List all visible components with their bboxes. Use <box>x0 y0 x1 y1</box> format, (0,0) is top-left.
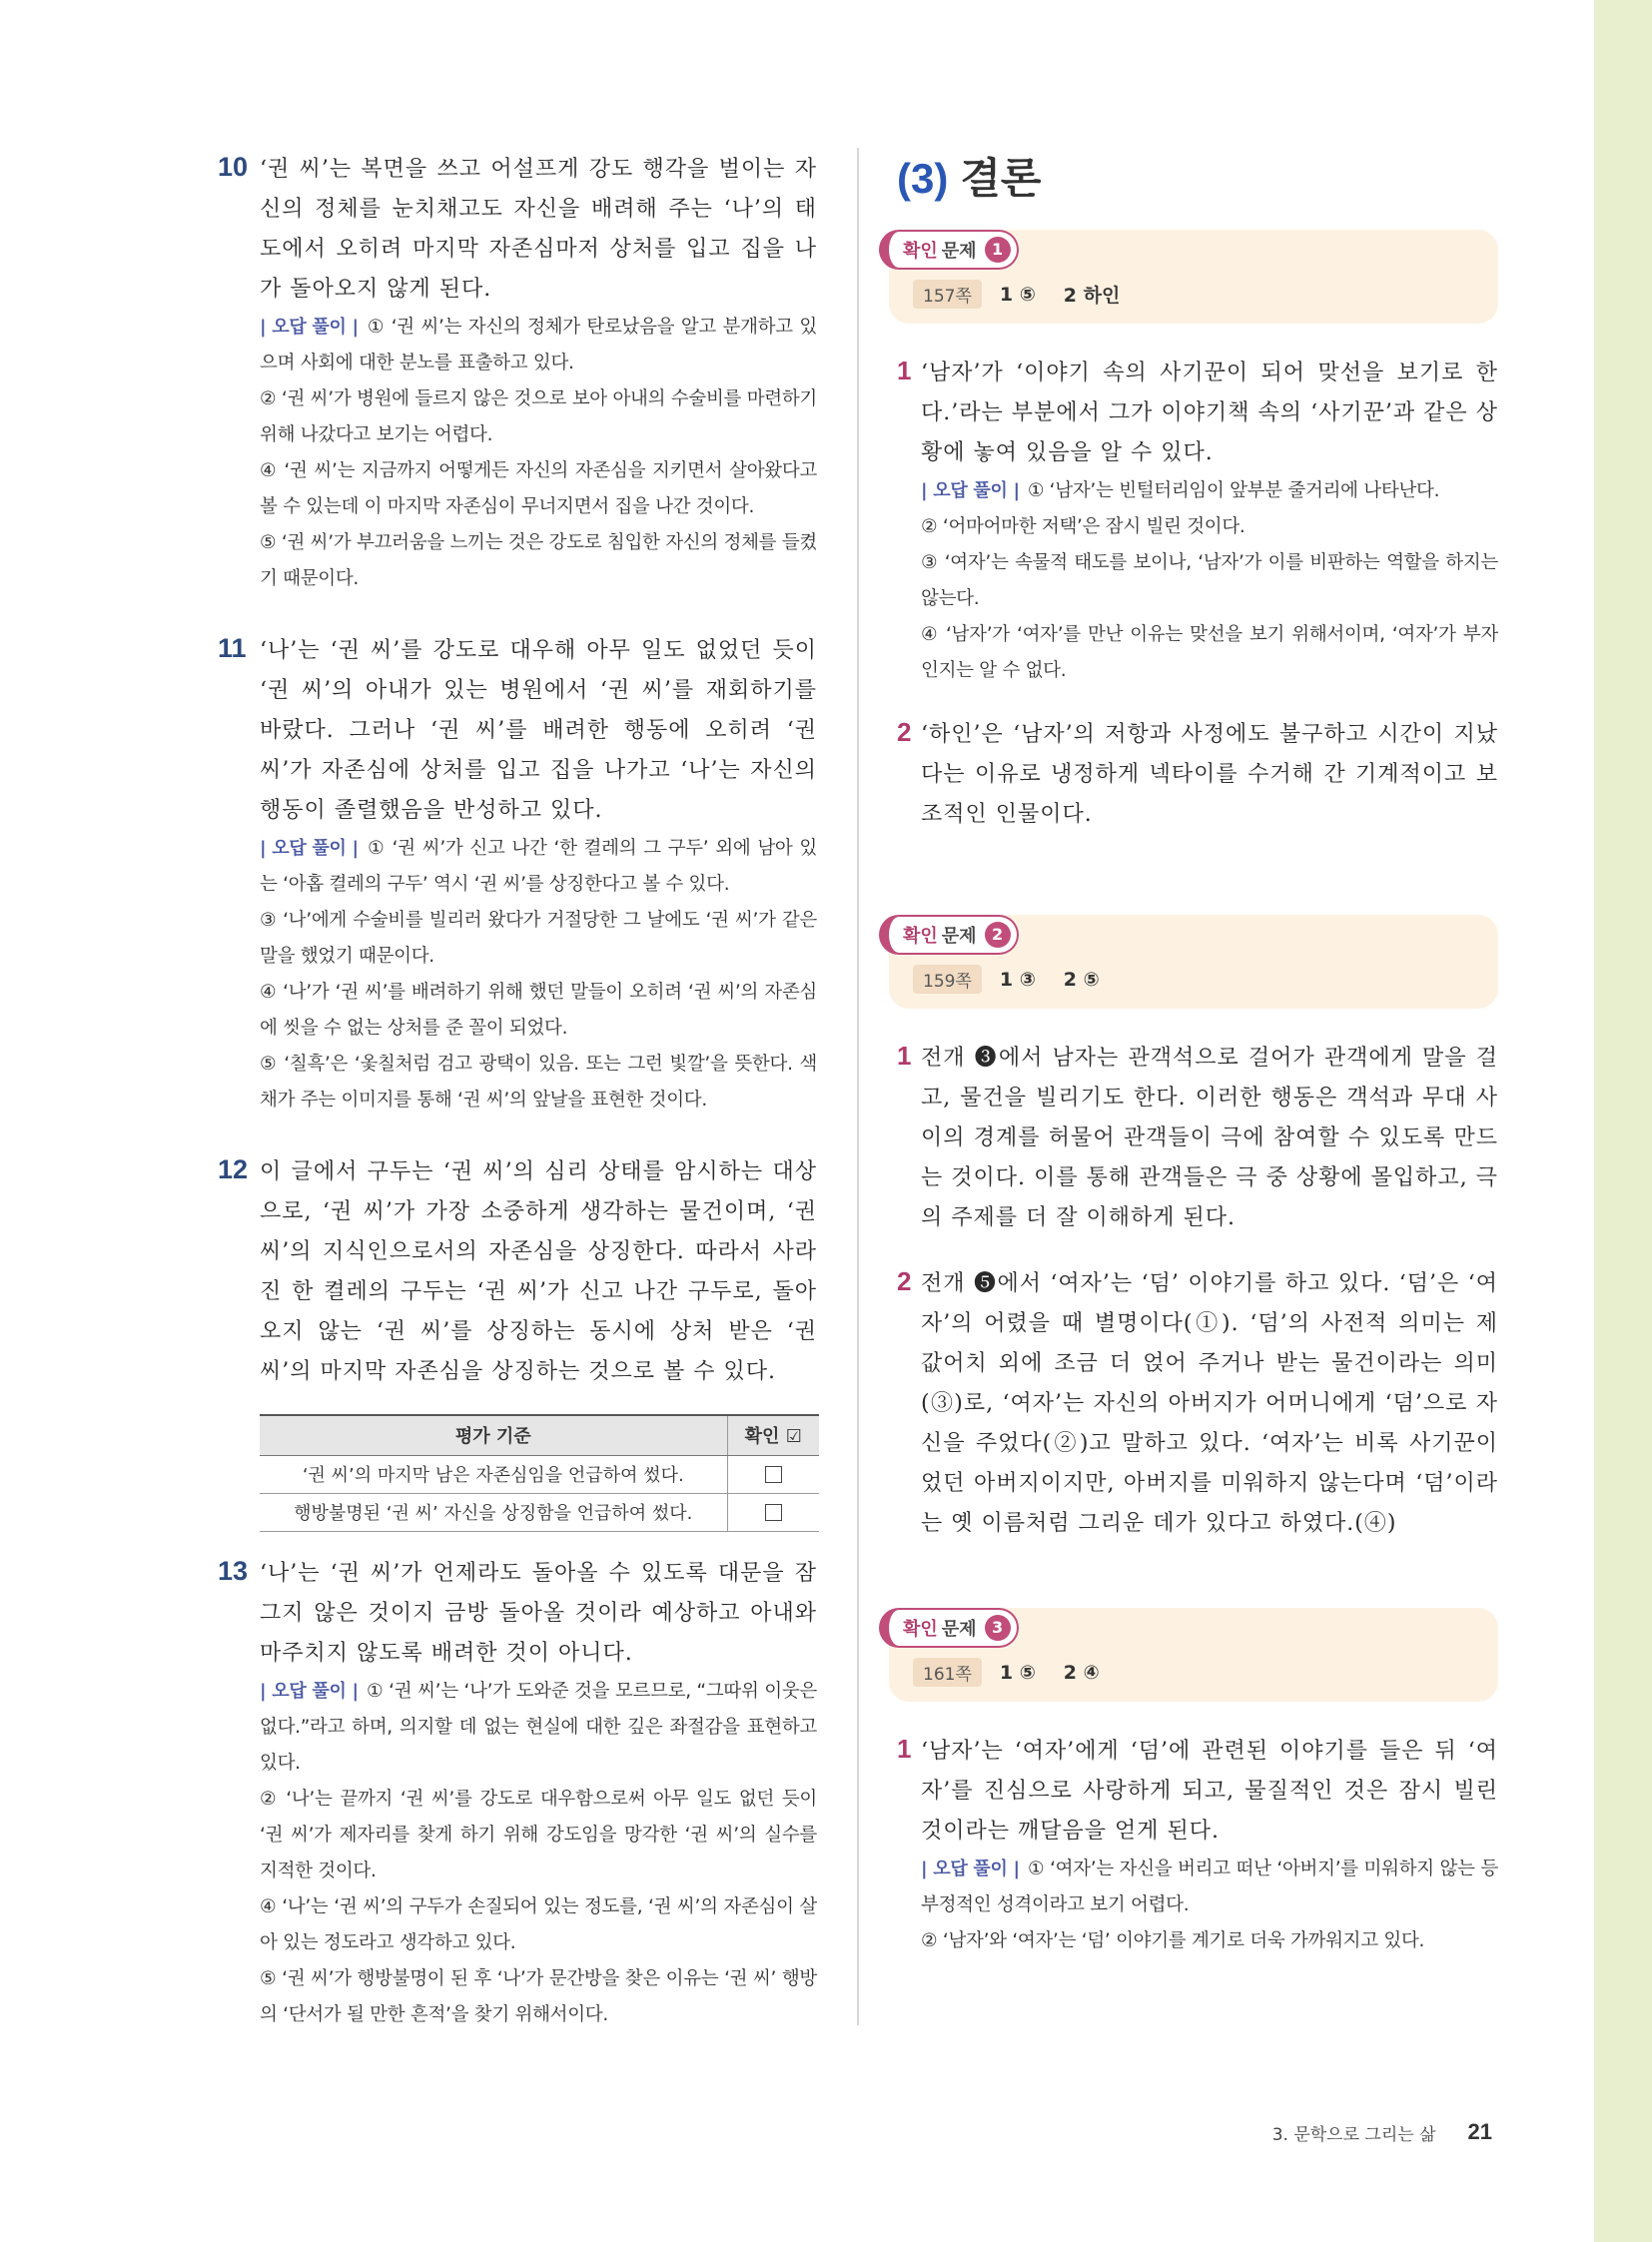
answer-13 <box>218 1554 817 2033</box>
check-problem-2 <box>879 915 1498 1009</box>
answer-text: ‘남자’가 ‘이야기 속의 사기꾼이 되어 맞선을 보기로 한다.’라는 부분에서 그가 이야기책 속의 ‘사기꾼’과 같은 상황에 놓여 있음을 알 수 있다. <box>921 361 1498 465</box>
page-footer <box>1272 2119 1492 2145</box>
chapter-title: 3. 문학으로 그리는 삶 <box>1271 2124 1436 2145</box>
answer-12 <box>218 1152 817 1392</box>
check-header: 확인 ☑ <box>727 1415 819 1455</box>
explanation-line: | 오답 풀이 | ① ‘남자’는 빈털터리임이 앞부분 줄거리에 나타난다. <box>921 473 1498 509</box>
table-row <box>260 1455 819 1493</box>
check-number-badge: 2 <box>985 922 1011 948</box>
checkbox[interactable] <box>765 1504 782 1521</box>
explanation-line: ⑤ ‘권 씨’가 부끄러움을 느끼는 것은 강도로 침입한 자신의 정체를 들켰기 때문이다. <box>260 532 817 589</box>
answer: 2 ⑤ <box>1063 968 1100 991</box>
explanation-tag: | 오답 풀이 | <box>260 1680 359 1702</box>
explanation-line: ④ ‘남자’가 ‘여자’를 만난 이유는 맞선을 보기 위해서이며, ‘여자’가 부자인지는 알 수 없다. <box>921 624 1498 681</box>
explanation-line: ⑤ ‘권 씨’가 행방불명이 된 후 ‘나’가 문간방을 찾은 이유는 ‘권 씨’ 행방의 ‘단서가 될 만한 흔적’을 찾기 위해서이다. <box>260 1967 817 2025</box>
evaluation-table <box>260 1414 819 1532</box>
check2-answer-1 <box>879 1039 1498 1238</box>
check-problem-1 <box>879 230 1498 324</box>
answer-text: 이 글에서 구두는 ‘권 씨’의 심리 상태를 암시하는 대상으로, ‘권 씨’가 가장 소중하게 생각하는 물건이며, ‘권 씨’의 지식인으로서의 자존심을 상징한다. 따라서 사라진 한 켤레의 구두는 ‘권 씨’가 신고 나간 구두로, 돌아오지 않는 ‘권 씨’를 상징하는 동시에 상처 받은 ‘권 씨’의 마지막 자존심을 상징하는 것으로 볼 수 있다. <box>260 1159 817 1384</box>
answer-key <box>913 280 1148 309</box>
question-number: 12 <box>218 1154 249 1184</box>
explanation-line: ② ‘어마어마한 저택’은 잠시 빌린 것이다. <box>921 516 1245 537</box>
check-tab: 확인 문제 1 <box>879 230 1019 270</box>
checkbox[interactable] <box>765 1466 782 1483</box>
explanation-tag: | 오답 풀이 | <box>260 317 359 338</box>
explanation-line: | 오답 풀이 | ① ‘권 씨’는 ‘나’가 도와준 것을 모르므로, “그따위 이웃은 없다.”라고 하며, 의지할 데 없는 현실에 대한 깊은 좌절감을 표현하고 있다. <box>260 1674 817 1782</box>
check-tab: 확인 문제 2 <box>879 915 1019 955</box>
page-reference: 159쪽 <box>913 965 982 994</box>
answer-key <box>913 965 1128 994</box>
check3-answer-1 <box>879 1732 1498 1959</box>
answer-11 <box>218 631 817 1119</box>
question-number: 10 <box>218 152 249 182</box>
side-color-bar <box>1594 0 1652 2242</box>
explanation-line: | 오답 풀이 | ① ‘권 씨’는 자신의 정체가 탄로났음을 알고 분개하고 있으며 사회에 대한 분노를 표출하고 있다. <box>260 310 817 381</box>
explanation-tag: | 오답 풀이 | <box>921 480 1020 501</box>
page-reference: 157쪽 <box>913 280 982 309</box>
answer-key <box>913 1658 1128 1687</box>
explanation-line: ⑤ ‘칠흑’은 ‘옻칠처럼 검고 광택이 있음. 또는 그런 빛깔’을 뜻한다. 색채가 주는 이미지를 통해 ‘권 씨’의 앞날을 표현한 것이다. <box>260 1054 817 1111</box>
explanation-line: ③ ‘여자’는 속물적 태도를 보이나, ‘남자’가 이를 비판하는 역할을 하지는 않는다. <box>921 552 1498 609</box>
answer-text: 전개 ❸에서 남자는 관객석으로 걸어가 관객에게 말을 걸고, 물건을 빌리기도 한다. 이러한 행동은 객석과 무대 사이의 경계를 허물어 관객들이 극에 참여할 수 있도록 만드는 것이다. 이를 통해 관객들은 극 중 상황에 몰입하고, 극의 주제를 더 잘 이해하게 된다. <box>921 1046 1498 1230</box>
explanation-tag: | 오답 풀이 | <box>921 1859 1020 1879</box>
check2-answer-2 <box>879 1264 1498 1544</box>
section-title-text: 결론 <box>960 155 1042 202</box>
answer-text: ‘권 씨’는 복면을 쓰고 어설프게 강도 행각을 벌이는 자신의 정체를 눈치채고도 자신을 배려해 주는 ‘나’의 태도에서 오히려 마지막 자존심마저 상처를 입고 집을 나가 돌아오지 않게 된다. <box>260 157 817 302</box>
check1-answer-1 <box>879 354 1498 689</box>
page-reference: 161쪽 <box>913 1658 982 1687</box>
explanation-line: ④ ‘권 씨’는 지금까지 어떻게든 자신의 자존심을 지키면서 살아왔다고 볼 수 있는데 이 마지막 자존심이 무너지면서 집을 나간 것이다. <box>260 460 817 517</box>
check-number-badge: 1 <box>985 237 1011 263</box>
answer-text: ‘하인’은 ‘남자’의 저항과 사정에도 불구하고 시간이 지났다는 이유로 냉정하게 넥타이를 수거해 간 기계적이고 보조적인 인물이다. <box>921 722 1498 827</box>
answer: 1 ⑤ <box>999 1661 1036 1684</box>
answer: 2 ④ <box>1063 1661 1100 1684</box>
table-row <box>260 1493 819 1531</box>
explanation-line: ③ ‘나’에게 수술비를 빌리러 왔다가 거절당한 그 날에도 ‘권 씨’가 같은 말을 했었기 때문이다. <box>260 910 817 967</box>
criteria-cell: ‘권 씨’의 마지막 남은 자존심임을 언급하여 썼다. <box>260 1455 727 1493</box>
explanation-line: | 오답 풀이 | ① ‘권 씨’가 신고 나간 ‘한 켤레의 그 구두’ 외에 남아 있는 ‘아홉 켤레의 구두’ 역시 ‘권 씨’를 상징한다고 볼 수 있다. <box>260 831 817 903</box>
explanation-line: ④ ‘나’는 ‘권 씨’의 구두가 손질되어 있는 정도를, ‘권 씨’의 자존심이 살아 있는 정도라고 생각하고 있다. <box>260 1895 817 1953</box>
answer: 2 하인 <box>1063 285 1121 307</box>
right-column <box>879 150 1498 1985</box>
check1-answer-2 <box>879 715 1498 835</box>
section-title <box>897 150 1498 208</box>
answer-text: ‘나’는 ‘권 씨’가 언제라도 돌아올 수 있도록 대문을 잠그지 않은 것이지 금방 돌아올 것이라 예상하고 아내와 마주치지 않도록 배려한 것이 아니다. <box>260 1560 817 1666</box>
answer-text: 전개 ❺에서 ‘여자’는 ‘덤’ 이야기를 하고 있다. ‘덤’은 ‘여자’의 어렸을 때 별명이다(①). ‘덤’의 사전적 의미는 제 값어치 외에 조금 더 얹어 주거나 받는 물건이라는 의미(③)로, ‘여자’는 자신의 아버지가 어머니에게 ‘덤’으로 자신을 주었다(②)고 말하고 있다. ‘여자’는 비록 사기꾼이었던 아버지이지만, 아버지를 미워하지 않는다며 ‘덤’이라는 옛 이름처럼 그리운 데가 있다고 하였다.(④) <box>921 1271 1498 1536</box>
answer: 1 ③ <box>999 968 1036 991</box>
answer-text: ‘나’는 ‘권 씨’를 강도로 대우해 아무 일도 없었던 듯이 ‘권 씨’의 아내가 있는 병원에서 ‘권 씨’를 재회하기를 바랐다. 그러나 ‘권 씨’를 배려한 행동에 오히려 ‘권 씨’가 자존심에 상처를 입고 집을 나가고 ‘나’는 자신의 행동이 졸렬했음을 반성하고 있다. <box>260 638 817 823</box>
explanation-line: | 오답 풀이 | ① ‘여자’는 자신을 버리고 떠난 ‘아버지’를 미워하지 않는 등 부정적인 성격이라고 보기 어렵다. <box>921 1852 1498 1923</box>
answer: 1 ⑤ <box>999 283 1036 306</box>
question-number: 1 <box>897 1734 912 1764</box>
explanation-line: ② ‘나’는 끝까지 ‘권 씨’를 강도로 대우함으로써 아무 일도 없던 듯이 ‘권 씨’가 제자리를 찾게 하기 위해 강도임을 망각한 ‘권 씨’의 실수를 지적한 것이다. <box>260 1788 817 1881</box>
question-number: 2 <box>897 717 912 747</box>
explanation-line: ④ ‘나’가 ‘권 씨’를 배려하기 위해 했던 말들이 오히려 ‘권 씨’의 자존심에 씻을 수 없는 상처를 준 꼴이 되었다. <box>260 982 817 1039</box>
explanation-line: ② ‘권 씨’가 병원에 들르지 않은 것으로 보아 아내의 수술비를 마련하기 위해 나갔다고 보기는 어렵다. <box>260 388 817 445</box>
question-number: 1 <box>897 1041 912 1071</box>
answer-10 <box>218 150 817 597</box>
column-divider <box>857 148 859 2025</box>
check-problem-3 <box>879 1608 1498 1702</box>
criteria-header: 평가 기준 <box>260 1415 727 1455</box>
question-number: 2 <box>897 1266 912 1296</box>
explanation-tag: | 오답 풀이 | <box>260 838 359 859</box>
table-header-row <box>260 1415 819 1455</box>
criteria-cell: 행방불명된 ‘권 씨’ 자신을 상징함을 언급하여 썼다. <box>260 1493 727 1531</box>
left-column <box>218 150 817 2067</box>
question-number: 13 <box>218 1555 249 1586</box>
question-number: 11 <box>218 633 247 663</box>
page-number: 21 <box>1467 2119 1492 2144</box>
explanation-line: ② ‘남자’와 ‘여자’는 ‘덤’ 이야기를 계기로 더욱 가까워지고 있다. <box>921 1930 1425 1951</box>
section-number: (3) <box>897 155 949 202</box>
answer-text: ‘남자’는 ‘여자’에게 ‘덤’에 관련된 이야기를 들은 뒤 ‘여자’를 진심으로 사랑하게 되고, 물질적인 것은 잠시 빌린 것이라는 깨달음을 얻게 된다. <box>921 1739 1498 1844</box>
check-number-badge: 3 <box>985 1615 1011 1641</box>
question-number: 1 <box>897 356 912 385</box>
check-tab: 확인 문제 3 <box>879 1608 1019 1648</box>
